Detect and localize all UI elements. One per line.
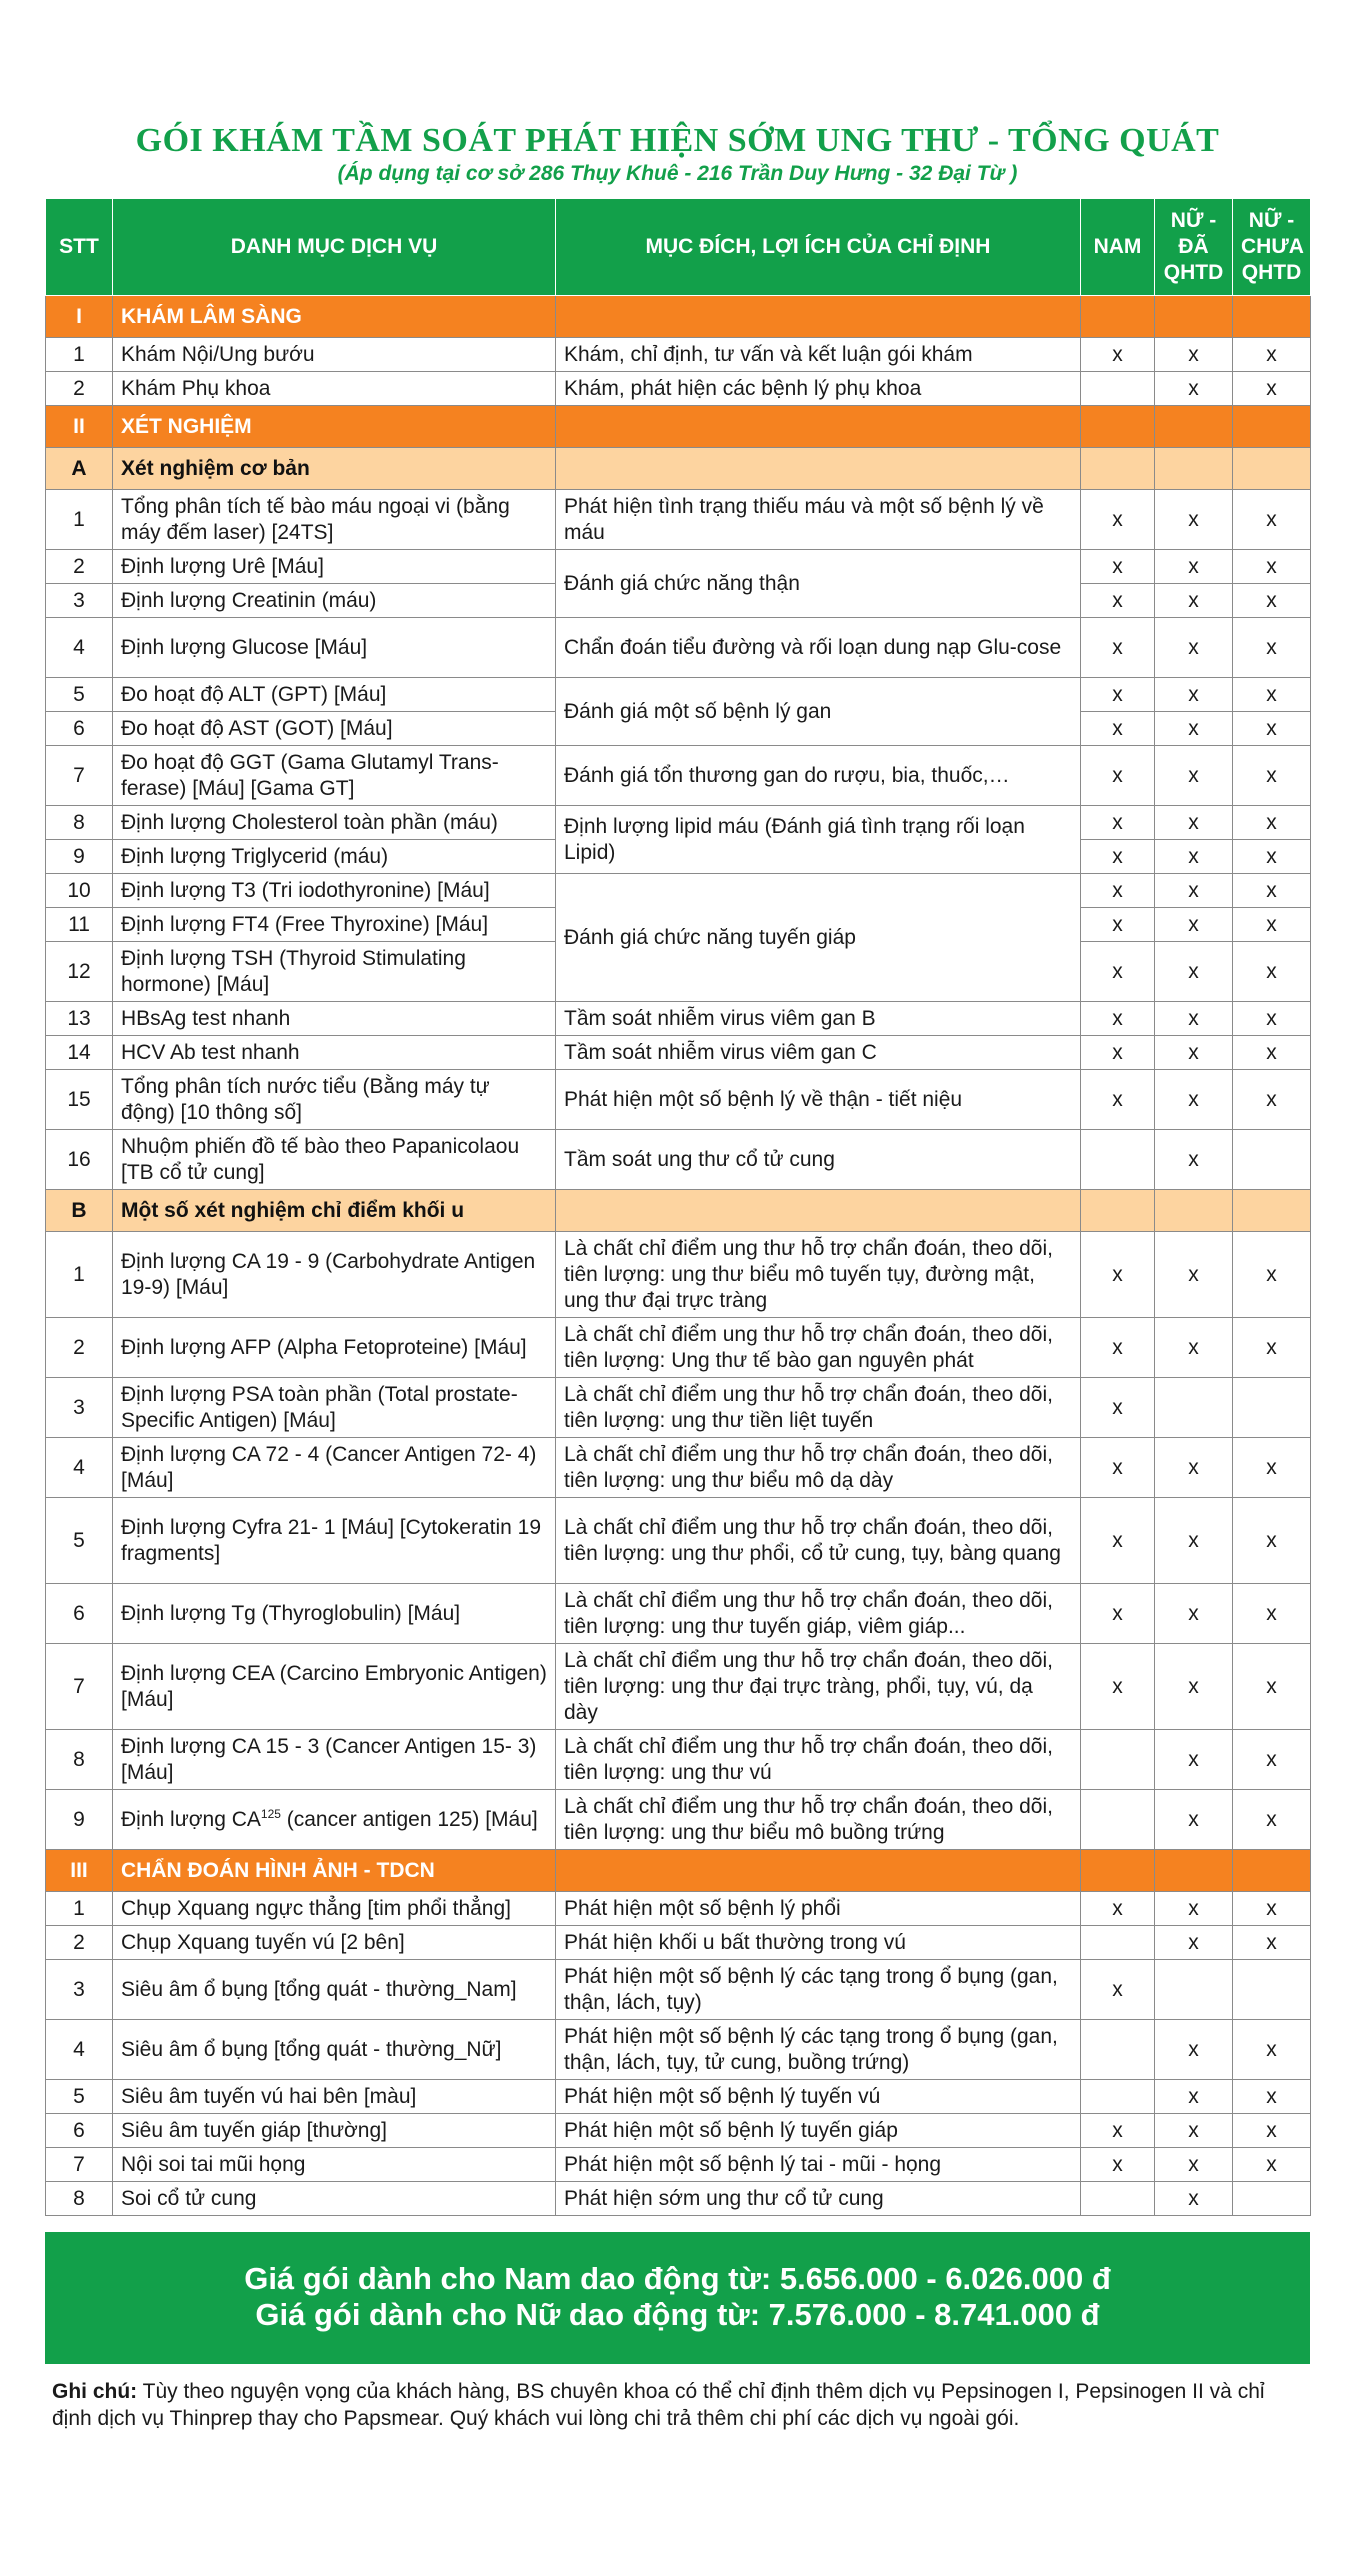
- row-service: Định lượng Triglycerid (máu): [113, 840, 556, 874]
- row-service: HBsAg test nhanh: [113, 1002, 556, 1036]
- mark-nam: x: [1081, 618, 1155, 678]
- row-stt: 7: [46, 1644, 113, 1730]
- mark-nu-chua: x: [1233, 1232, 1311, 1318]
- mark-nu-chua: x: [1233, 618, 1311, 678]
- mark-nu-chua: x: [1233, 1790, 1311, 1850]
- price-women: Giá gói dành cho Nữ dao động từ: 7.576.000 - 8.741.000 đ: [255, 2297, 1100, 2332]
- mark-nam: x: [1081, 840, 1155, 874]
- row-purpose: Đánh giá chức năng tuyến giáp: [556, 874, 1081, 1002]
- row-purpose: Phát hiện một số bệnh lý về thận - tiết niệu: [556, 1070, 1081, 1130]
- row-purpose: Là chất chỉ điểm ung thư hỗ trợ chẩn đoán, theo dõi, tiên lượng: ung thư biểu mô dạ dày: [556, 1438, 1081, 1498]
- section-name: XÉT NGHIỆM: [113, 406, 556, 448]
- row-purpose: Khám, phát hiện các bệnh lý phụ khoa: [556, 372, 1081, 406]
- row-service: Tổng phân tích nước tiểu (Bằng máy tự động) [10 thông số]: [113, 1070, 556, 1130]
- row-purpose: Là chất chỉ điểm ung thư hỗ trợ chẩn đoán, theo dõi, tiên lượng: ung thư tiền liệt tuyến: [556, 1378, 1081, 1438]
- row-purpose: Phát hiện tình trạng thiếu máu và một số bệnh lý về máu: [556, 490, 1081, 550]
- row-stt: 3: [46, 1378, 113, 1438]
- mark-nu-da: x: [1155, 1438, 1233, 1498]
- mark-nu-da: x: [1155, 712, 1233, 746]
- row-service: Định lượng T3 (Tri iodothyronine) [Máu]: [113, 874, 556, 908]
- row-service: Siêu âm ổ bụng [tổng quát - thường_Nam]: [113, 1960, 556, 2020]
- mark-nam: x: [1081, 806, 1155, 840]
- row-purpose: Định lượng lipid máu (Đánh giá tình trạng rối loạn Lipid): [556, 806, 1081, 874]
- mark-nam: x: [1081, 2148, 1155, 2182]
- row-purpose: Tầm soát nhiễm virus viêm gan C: [556, 1036, 1081, 1070]
- subsection-row: [46, 448, 1311, 490]
- row-service: Định lượng Creatinin (máu): [113, 584, 556, 618]
- row-service: Nội soi tai mũi họng: [113, 2148, 556, 2182]
- mark-nu-da: x: [1155, 840, 1233, 874]
- row-service: Siêu âm tuyến giáp [thường]: [113, 2114, 556, 2148]
- table-row: [46, 746, 1311, 806]
- mark-nu-da: x: [1155, 2182, 1233, 2216]
- row-purpose: Là chất chỉ điểm ung thư hỗ trợ chẩn đoán, theo dõi, tiên lượng: Ung thư tế bào gan nguyên phát: [556, 1318, 1081, 1378]
- mark-nu-chua: x: [1233, 712, 1311, 746]
- section-code: II: [46, 406, 113, 448]
- table-row: [46, 2182, 1311, 2216]
- row-service: Định lượng CA 72 - 4 (Cancer Antigen 72- 4) [Máu]: [113, 1438, 556, 1498]
- mark-nam: x: [1081, 1318, 1155, 1378]
- row-service: Định lượng CA 15 - 3 (Cancer Antigen 15- 3) [Máu]: [113, 1730, 556, 1790]
- row-purpose: Phát hiện khối u bất thường trong vú: [556, 1926, 1081, 1960]
- mark-nu-chua: x: [1233, 1438, 1311, 1498]
- mark-nam: x: [1081, 908, 1155, 942]
- mark-nu-da: x: [1155, 2080, 1233, 2114]
- mark-nam: x: [1081, 490, 1155, 550]
- mark-nu-da: x: [1155, 1070, 1233, 1130]
- row-purpose: Phát hiện một số bệnh lý tuyến giáp: [556, 2114, 1081, 2148]
- section-code: A: [46, 448, 113, 490]
- section-row: [46, 1850, 1311, 1892]
- header-service: DANH MỤC DỊCH VỤ: [113, 199, 556, 296]
- row-stt: 7: [46, 746, 113, 806]
- mark-nu-da: x: [1155, 1002, 1233, 1036]
- mark-nu-chua: x: [1233, 678, 1311, 712]
- table-row: [46, 1926, 1311, 1960]
- table-row: [46, 1036, 1311, 1070]
- mark-nu-chua: x: [1233, 1926, 1311, 1960]
- row-service: Định lượng Cholesterol toàn phần (máu): [113, 806, 556, 840]
- mark-nu-chua: x: [1233, 806, 1311, 840]
- table-row: [46, 1438, 1311, 1498]
- mark-nu-da: x: [1155, 2020, 1233, 2080]
- row-stt: 14: [46, 1036, 113, 1070]
- mark-nam: x: [1081, 1232, 1155, 1318]
- row-stt: 4: [46, 1438, 113, 1498]
- row-stt: 2: [46, 550, 113, 584]
- table-row: [46, 338, 1311, 372]
- mark-nu-chua: x: [1233, 1318, 1311, 1378]
- mark-nu-chua: x: [1233, 840, 1311, 874]
- table-row: [46, 490, 1311, 550]
- row-service: Định lượng TSH (Thyroid Stimulating hormone) [Máu]: [113, 942, 556, 1002]
- table-header: [46, 199, 1311, 296]
- row-service: Siêu âm tuyến vú hai bên [màu]: [113, 2080, 556, 2114]
- mark-nu-chua: x: [1233, 372, 1311, 406]
- row-service: Chụp Xquang tuyến vú [2 bên]: [113, 1926, 556, 1960]
- row-service: Siêu âm ổ bụng [tổng quát - thường_Nữ]: [113, 2020, 556, 2080]
- mark-nam: x: [1081, 1036, 1155, 1070]
- row-service: Nhuộm phiến đồ tế bào theo Papanicolaou [TB cổ tử cung]: [113, 1130, 556, 1190]
- row-purpose: Phát hiện sớm ung thư cổ tử cung: [556, 2182, 1081, 2216]
- row-purpose: Là chất chỉ điểm ung thư hỗ trợ chẩn đoán, theo dõi, tiên lượng: ung thư vú: [556, 1730, 1081, 1790]
- mark-nu-da: x: [1155, 2148, 1233, 2182]
- table-row: [46, 1070, 1311, 1130]
- row-stt: 13: [46, 1002, 113, 1036]
- table-row: [46, 2020, 1311, 2080]
- mark-nu-chua: x: [1233, 1002, 1311, 1036]
- mark-nu-da: x: [1155, 618, 1233, 678]
- row-service: Khám Phụ khoa: [113, 372, 556, 406]
- mark-nam: x: [1081, 1644, 1155, 1730]
- mark-nam: x: [1081, 2114, 1155, 2148]
- mark-nu-da: x: [1155, 1036, 1233, 1070]
- row-stt: 5: [46, 2080, 113, 2114]
- row-purpose: Phát hiện một số bệnh lý các tạng trong ổ bụng (gan, thận, lách, tụy, tử cung, buồng trứng): [556, 2020, 1081, 2080]
- price-banner: [45, 2232, 1310, 2364]
- subsection-row: [46, 1190, 1311, 1232]
- mark-nu-da: x: [1155, 338, 1233, 372]
- mark-nu-chua: x: [1233, 1892, 1311, 1926]
- row-purpose: Là chất chỉ điểm ung thư hỗ trợ chẩn đoán, theo dõi, tiên lượng: ung thư phổi, cổ tử cung, tụy, bàng quang: [556, 1498, 1081, 1584]
- header-purpose: MỤC ĐÍCH, LỢI ÍCH CỦA CHỈ ĐỊNH: [556, 199, 1081, 296]
- service-table: [45, 198, 1311, 2216]
- table-row: [46, 1498, 1311, 1584]
- table-row: [46, 1130, 1311, 1190]
- row-stt: 6: [46, 2114, 113, 2148]
- section-code: I: [46, 296, 113, 338]
- row-stt: 1: [46, 1892, 113, 1926]
- mark-nu-da: x: [1155, 678, 1233, 712]
- row-stt: 1: [46, 490, 113, 550]
- row-stt: 2: [46, 372, 113, 406]
- row-purpose: Là chất chỉ điểm ung thư hỗ trợ chẩn đoán, theo dõi, tiên lượng: ung thư đại trực tràng, phổi, tụy, vú, dạ dày: [556, 1644, 1081, 1730]
- row-stt: 6: [46, 1584, 113, 1644]
- mark-nu-da: x: [1155, 1892, 1233, 1926]
- row-stt: 12: [46, 942, 113, 1002]
- mark-nam: x: [1081, 712, 1155, 746]
- mark-nu-da: x: [1155, 942, 1233, 1002]
- mark-nu-da: x: [1155, 1926, 1233, 1960]
- table-row: [46, 1232, 1311, 1318]
- mark-nu-da: x: [1155, 1644, 1233, 1730]
- row-stt: 3: [46, 584, 113, 618]
- header-nu-da-qhtd: NỮ - ĐÃ QHTD: [1155, 199, 1233, 296]
- mark-nu-chua: x: [1233, 1584, 1311, 1644]
- mark-nam: x: [1081, 338, 1155, 372]
- mark-nu-chua: x: [1233, 2020, 1311, 2080]
- section-name: CHẨN ĐOÁN HÌNH ẢNH - TDCN: [113, 1850, 556, 1892]
- table-row: [46, 2148, 1311, 2182]
- mark-nu-chua: x: [1233, 942, 1311, 1002]
- header-stt: STT: [46, 199, 113, 296]
- mark-nu-da: x: [1155, 2114, 1233, 2148]
- header-nu-chua-qhtd: NỮ - CHƯA QHTD: [1233, 199, 1311, 296]
- section-row: [46, 406, 1311, 448]
- row-service: Định lượng Cyfra 21- 1 [Máu] [Cytokeratin 19 fragments]: [113, 1498, 556, 1584]
- row-purpose: Phát hiện một số bệnh lý phổi: [556, 1892, 1081, 1926]
- table-row: [46, 1960, 1311, 2020]
- row-service: Định lượng CA 19 - 9 (Carbohydrate Antigen 19-9) [Máu]: [113, 1232, 556, 1318]
- mark-nu-da: x: [1155, 1790, 1233, 1850]
- row-stt: 9: [46, 1790, 113, 1850]
- service-text: Định lượng CA: [121, 1807, 261, 1831]
- mark-nu-chua: x: [1233, 2114, 1311, 2148]
- mark-nu-chua: x: [1233, 874, 1311, 908]
- section-row: [46, 296, 1311, 338]
- row-stt: 6: [46, 712, 113, 746]
- mark-nu-chua: x: [1233, 746, 1311, 806]
- header-nam: NAM: [1081, 199, 1155, 296]
- mark-nam: x: [1081, 1378, 1155, 1438]
- mark-nam: x: [1081, 678, 1155, 712]
- footnote-text: Tùy theo nguyện vọng của khách hàng, BS chuyên khoa có thể chỉ định thêm dịch vụ Pepsinogen I, Pepsinogen II và chỉ định dịch vụ Thinprep thay cho Papsmear. Quý khách vui lòng chi trả thêm chi phí các dịch vụ ngoài gói.: [52, 2380, 1265, 2430]
- mark-nam: x: [1081, 1002, 1155, 1036]
- mark-nu-chua: x: [1233, 1070, 1311, 1130]
- row-purpose: Là chất chỉ điểm ung thư hỗ trợ chẩn đoán, theo dõi, tiên lượng: ung thư biểu mô buồng trứng: [556, 1790, 1081, 1850]
- service-superscript: 125: [260, 1806, 281, 1821]
- row-stt: 9: [46, 840, 113, 874]
- mark-nu-chua: x: [1233, 1498, 1311, 1584]
- mark-nu-da: x: [1155, 908, 1233, 942]
- mark-nam: x: [1081, 1070, 1155, 1130]
- mark-nu-da: x: [1155, 806, 1233, 840]
- row-purpose: Khám, chỉ định, tư vấn và kết luận gói khám: [556, 338, 1081, 372]
- price-men: Giá gói dành cho Nam dao động từ: 5.656.000 - 6.026.000 đ: [244, 2261, 1111, 2296]
- mark-nu-da: x: [1155, 1498, 1233, 1584]
- row-service: Đo hoạt độ GGT (Gama Glutamyl Trans-ferase) [Máu] [Gama GT]: [113, 746, 556, 806]
- mark-nu-chua: x: [1233, 908, 1311, 942]
- mark-nu-da: x: [1155, 746, 1233, 806]
- table-row: [46, 1318, 1311, 1378]
- row-stt: 3: [46, 1960, 113, 2020]
- row-service: Khám Nội/Ung bướu: [113, 338, 556, 372]
- service-text: (cancer antigen 125) [Máu]: [280, 1807, 538, 1831]
- mark-nu-chua: x: [1233, 2080, 1311, 2114]
- row-service: Định lượng FT4 (Free Thyroxine) [Máu]: [113, 908, 556, 942]
- row-service: [113, 1790, 556, 1850]
- mark-nu-chua: x: [1233, 584, 1311, 618]
- row-stt: 1: [46, 1232, 113, 1318]
- mark-nam: x: [1081, 1892, 1155, 1926]
- row-purpose: Tầm soát ung thư cổ tử cung: [556, 1130, 1081, 1190]
- row-stt: 2: [46, 1926, 113, 1960]
- mark-nam: x: [1081, 1960, 1155, 2020]
- table-row: [46, 1892, 1311, 1926]
- table-row: [46, 2114, 1311, 2148]
- footnote-label: Ghi chú:: [52, 2380, 138, 2403]
- row-service: Định lượng Glucose [Máu]: [113, 618, 556, 678]
- row-purpose: Phát hiện một số bệnh lý tai - mũi - họng: [556, 2148, 1081, 2182]
- section-name: Một số xét nghiệm chỉ điểm khối u: [113, 1190, 556, 1232]
- mark-nu-chua: x: [1233, 1644, 1311, 1730]
- mark-nu-chua: x: [1233, 1730, 1311, 1790]
- row-service: Đo hoạt độ ALT (GPT) [Máu]: [113, 678, 556, 712]
- row-stt: 2: [46, 1318, 113, 1378]
- page-subtitle: (Áp dụng tại cơ sở 286 Thụy Khuê - 216 Trần Duy Hưng - 32 Đại Từ ): [337, 162, 1018, 185]
- table-row: [46, 1790, 1311, 1850]
- section-name: Xét nghiệm cơ bản: [113, 448, 556, 490]
- row-service: Chụp Xquang ngực thẳng [tim phổi thẳng]: [113, 1892, 556, 1926]
- row-service: Soi cổ tử cung: [113, 2182, 556, 2216]
- row-stt: 16: [46, 1130, 113, 1190]
- mark-nu-chua: x: [1233, 490, 1311, 550]
- footnote: [52, 2378, 1302, 2432]
- table-row: [46, 618, 1311, 678]
- row-stt: 5: [46, 678, 113, 712]
- mark-nam: x: [1081, 584, 1155, 618]
- row-service: Định lượng PSA toàn phần (Total prostate-Specific Antigen) [Máu]: [113, 1378, 556, 1438]
- mark-nam: x: [1081, 1438, 1155, 1498]
- row-purpose: Phát hiện một số bệnh lý các tạng trong ổ bụng (gan, thận, lách, tụy): [556, 1960, 1081, 2020]
- table-row: [46, 678, 1311, 712]
- table-row: [46, 806, 1311, 840]
- row-purpose: Chẩn đoán tiểu đường và rối loạn dung nạp Glu-cose: [556, 618, 1081, 678]
- row-stt: 5: [46, 1498, 113, 1584]
- mark-nam: x: [1081, 746, 1155, 806]
- table-row: [46, 1730, 1311, 1790]
- row-service: Đo hoạt độ AST (GOT) [Máu]: [113, 712, 556, 746]
- mark-nu-da: x: [1155, 490, 1233, 550]
- row-stt: 8: [46, 1730, 113, 1790]
- row-service: Định lượng Urê [Máu]: [113, 550, 556, 584]
- page-title: GÓI KHÁM TẦM SOÁT PHÁT HIỆN SỚM UNG THƯ - TỔNG QUÁT: [135, 122, 1220, 159]
- mark-nu-da: x: [1155, 1584, 1233, 1644]
- section-name: KHÁM LÂM SÀNG: [113, 296, 556, 338]
- section-code: III: [46, 1850, 113, 1892]
- mark-nu-da: x: [1155, 1130, 1233, 1190]
- row-stt: 4: [46, 618, 113, 678]
- row-service: Tổng phân tích tế bào máu ngoại vi (bằng máy đếm laser) [24TS]: [113, 490, 556, 550]
- row-purpose: Đánh giá tổn thương gan do rượu, bia, thuốc,…: [556, 746, 1081, 806]
- mark-nu-chua: x: [1233, 338, 1311, 372]
- table-row: [46, 1002, 1311, 1036]
- row-purpose: Là chất chỉ điểm ung thư hỗ trợ chẩn đoán, theo dõi, tiên lượng: ung thư tuyến giáp, viêm giáp...: [556, 1584, 1081, 1644]
- row-stt: 4: [46, 2020, 113, 2080]
- mark-nu-chua: x: [1233, 550, 1311, 584]
- row-service: Định lượng CEA (Carcino Embryonic Antigen) [Máu]: [113, 1644, 556, 1730]
- row-stt: 1: [46, 338, 113, 372]
- mark-nu-da: x: [1155, 550, 1233, 584]
- row-stt: 8: [46, 2182, 113, 2216]
- row-stt: 8: [46, 806, 113, 840]
- mark-nu-da: x: [1155, 372, 1233, 406]
- mark-nam: x: [1081, 1584, 1155, 1644]
- mark-nu-da: x: [1155, 1232, 1233, 1318]
- mark-nu-chua: x: [1233, 1036, 1311, 1070]
- table-row: [46, 1584, 1311, 1644]
- mark-nu-da: x: [1155, 584, 1233, 618]
- row-service: HCV Ab test nhanh: [113, 1036, 556, 1070]
- mark-nu-chua: x: [1233, 2148, 1311, 2182]
- row-stt: 15: [46, 1070, 113, 1130]
- row-purpose: Phát hiện một số bệnh lý tuyến vú: [556, 2080, 1081, 2114]
- table-row: [46, 372, 1311, 406]
- row-service: Định lượng Tg (Thyroglobulin) [Máu]: [113, 1584, 556, 1644]
- row-stt: 11: [46, 908, 113, 942]
- mark-nu-da: x: [1155, 874, 1233, 908]
- row-purpose: Là chất chỉ điểm ung thư hỗ trợ chẩn đoán, theo dõi, tiên lượng: ung thư biểu mô tuyến tụy, đường mật, ung thư đại trực tràng: [556, 1232, 1081, 1318]
- table-row: [46, 874, 1311, 908]
- mark-nam: x: [1081, 874, 1155, 908]
- mark-nu-da: x: [1155, 1730, 1233, 1790]
- row-purpose: Tầm soát nhiễm virus viêm gan B: [556, 1002, 1081, 1036]
- row-stt: 7: [46, 2148, 113, 2182]
- row-stt: 10: [46, 874, 113, 908]
- mark-nam: x: [1081, 550, 1155, 584]
- mark-nam: x: [1081, 942, 1155, 1002]
- row-purpose: Đánh giá một số bệnh lý gan: [556, 678, 1081, 746]
- table-row: [46, 1378, 1311, 1438]
- table-row: [46, 1644, 1311, 1730]
- section-code: B: [46, 1190, 113, 1232]
- table-row: [46, 550, 1311, 584]
- row-purpose: Đánh giá chức năng thận: [556, 550, 1081, 618]
- row-service: Định lượng AFP (Alpha Fetoproteine) [Máu]: [113, 1318, 556, 1378]
- mark-nu-da: x: [1155, 1318, 1233, 1378]
- mark-nam: x: [1081, 1498, 1155, 1584]
- table-row: [46, 2080, 1311, 2114]
